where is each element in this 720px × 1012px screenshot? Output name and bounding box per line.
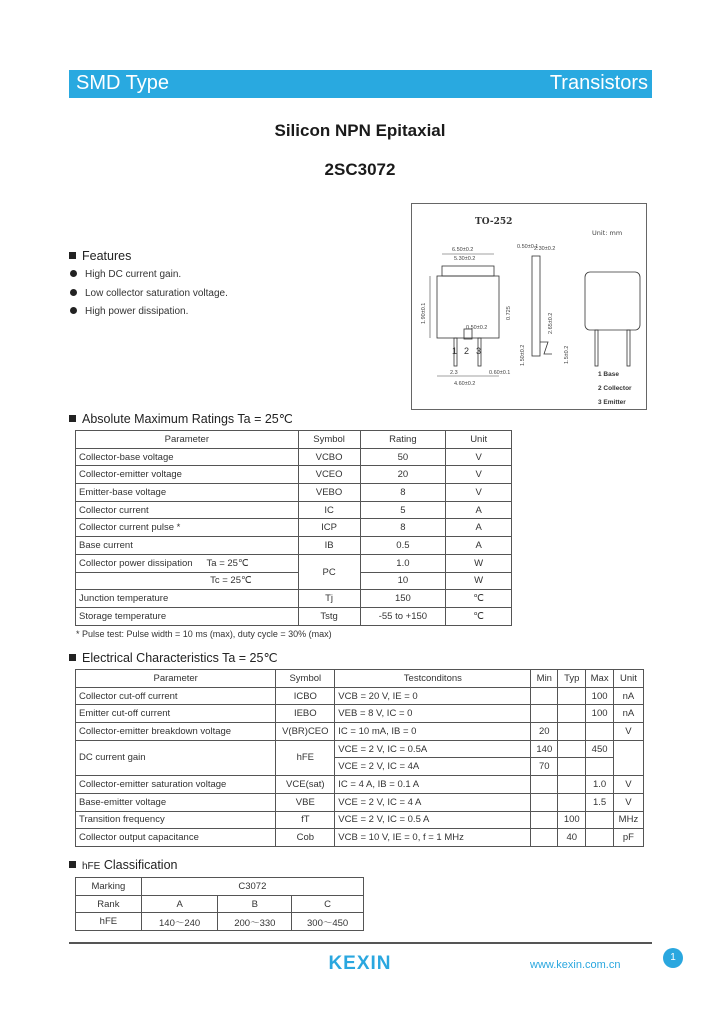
table-header-row bbox=[76, 670, 644, 688]
abs-max-heading-text: Absolute Maximum Ratings Ta = 25℃ bbox=[82, 412, 293, 426]
unit-cell: MHz bbox=[613, 811, 643, 829]
unit-cell: V bbox=[446, 484, 512, 502]
unit-cell: nA bbox=[613, 705, 643, 723]
column-header: Unit bbox=[446, 431, 512, 449]
bullet-dot-icon bbox=[70, 289, 77, 296]
features-heading-text: Features bbox=[82, 249, 132, 263]
table-row bbox=[76, 705, 644, 723]
min-cell: 70 bbox=[531, 758, 558, 776]
column-header: Symbol bbox=[298, 431, 360, 449]
feature-text: High DC current gain. bbox=[85, 269, 182, 280]
feature-item bbox=[70, 288, 228, 299]
symbol-cell: IC bbox=[298, 501, 360, 519]
dim-label: 0.50±0.1 bbox=[517, 244, 539, 250]
website-link[interactable]: www.kexin.com.cn bbox=[530, 959, 621, 971]
typ-cell bbox=[558, 723, 586, 741]
elec-heading-text: Electrical Characteristics Ta = 25℃ bbox=[82, 651, 278, 665]
unit-cell: A bbox=[446, 537, 512, 555]
rating-cell: 1.0 bbox=[360, 554, 446, 572]
range-cell: 300～450 bbox=[292, 913, 364, 931]
rating-cell: 10 bbox=[360, 572, 446, 590]
unit-cell: W bbox=[446, 572, 512, 590]
table-row bbox=[76, 466, 512, 484]
typ-cell bbox=[558, 793, 586, 811]
feature-item bbox=[70, 269, 181, 280]
column-header: Min bbox=[531, 670, 558, 688]
bullet-dot-icon bbox=[70, 307, 77, 314]
package-outline-diagram bbox=[412, 204, 646, 409]
condition-cell: VCE = 2 V, IC = 0.5 A bbox=[335, 811, 531, 829]
rating-cell: 0.5 bbox=[360, 537, 446, 555]
table-row bbox=[76, 687, 644, 705]
table-row bbox=[76, 590, 512, 608]
bullet-square-icon bbox=[69, 415, 76, 422]
package-name: TO-252 bbox=[475, 217, 513, 227]
max-cell: 100 bbox=[586, 687, 614, 705]
rank-label-cell: Rank bbox=[76, 895, 142, 913]
unit-cell: V bbox=[446, 448, 512, 466]
condition-cell: IC = 10 mA, IB = 0 bbox=[335, 723, 531, 741]
rating-cell: 150 bbox=[360, 590, 446, 608]
max-cell bbox=[586, 723, 614, 741]
column-header: Parameter bbox=[76, 670, 276, 688]
pin-number: 1 bbox=[452, 346, 458, 356]
package-drawing bbox=[411, 203, 647, 410]
dim-label: 0.50±0.2 bbox=[466, 325, 488, 331]
param-cell: Emitter cut-off current bbox=[76, 705, 276, 723]
param-cell: Collector cut-off current bbox=[76, 687, 276, 705]
range-cell: 140～240 bbox=[141, 913, 218, 931]
table-row bbox=[76, 572, 512, 590]
doc-title: Silicon NPN Epitaxial bbox=[274, 121, 446, 140]
typ-cell: 40 bbox=[558, 829, 586, 847]
param-cell: Storage temperature bbox=[76, 607, 299, 625]
param-cell: DC current gain bbox=[76, 740, 276, 775]
param-cell: Collector output capacitance bbox=[76, 829, 276, 847]
unit-cell: ℃ bbox=[446, 607, 512, 625]
dim-label: 2.65±0.2 bbox=[548, 312, 554, 334]
min-cell bbox=[531, 793, 558, 811]
bullet-square-icon bbox=[69, 252, 76, 259]
hfe-label-cell: hFE bbox=[76, 913, 142, 931]
hfe-class-heading bbox=[69, 858, 177, 872]
rating-cell: 5 bbox=[360, 501, 446, 519]
min-cell bbox=[531, 687, 558, 705]
abs-max-heading bbox=[69, 411, 293, 426]
param-cell: Junction temperature bbox=[76, 590, 299, 608]
rating-cell: 20 bbox=[360, 466, 446, 484]
param-cell: Collector-emitter voltage bbox=[76, 466, 299, 484]
pin-number: 3 bbox=[476, 346, 482, 356]
pin-legend: 1 Base bbox=[598, 371, 619, 378]
symbol-cell: ICBO bbox=[276, 687, 335, 705]
part-number: 2SC3072 bbox=[324, 160, 396, 179]
pulse-footnote: * Pulse test: Pulse width = 10 ms (max), duty cycle = 30% (max) bbox=[76, 629, 332, 639]
condition-cell: VCE = 2 V, IC = 4A bbox=[335, 758, 531, 776]
rating-cell: -55 to +150 bbox=[360, 607, 446, 625]
condition-cell: VCB = 20 V, IE = 0 bbox=[335, 687, 531, 705]
bullet-dot-icon bbox=[70, 270, 77, 277]
symbol-cell: V(BR)CEO bbox=[276, 723, 335, 741]
hfe-symbol-text: hFE bbox=[82, 861, 101, 872]
table-row bbox=[76, 829, 644, 847]
hfe-class-table bbox=[75, 877, 364, 931]
param-cell bbox=[76, 554, 299, 572]
elec-heading bbox=[69, 650, 277, 665]
unit-cell: ℃ bbox=[446, 590, 512, 608]
symbol-cell: PC bbox=[298, 554, 360, 589]
table-header-row bbox=[76, 431, 512, 449]
dim-label: 1.5±0.2 bbox=[564, 345, 570, 364]
doc-type-label: SMD Type bbox=[76, 72, 169, 94]
condition-cell: VCE = 2 V, IC = 4 A bbox=[335, 793, 531, 811]
rating-cell: 8 bbox=[360, 519, 446, 537]
dim-label: 6.50±0.2 bbox=[452, 247, 474, 253]
rating-cell: 50 bbox=[360, 448, 446, 466]
unit-cell: W bbox=[446, 554, 512, 572]
table-row bbox=[76, 501, 512, 519]
param-cell: Collector current bbox=[76, 501, 299, 519]
marking-label-cell: Marking bbox=[76, 878, 142, 896]
typ-cell: 100 bbox=[558, 811, 586, 829]
table-row bbox=[76, 878, 364, 896]
symbol-cell: VCEO bbox=[298, 466, 360, 484]
symbol-cell: Tj bbox=[298, 590, 360, 608]
symbol-cell: VCBO bbox=[298, 448, 360, 466]
param-cell: Collector-base voltage bbox=[76, 448, 299, 466]
rank-cell: A bbox=[141, 895, 218, 913]
symbol-cell: Cob bbox=[276, 829, 335, 847]
symbol-cell: VCE(sat) bbox=[276, 776, 335, 794]
pin-legend: 2 Collector bbox=[598, 385, 632, 392]
hfe-class-heading-text: Classification bbox=[103, 858, 178, 872]
condition-cell: VCB = 10 V, IE = 0, f = 1 MHz bbox=[335, 829, 531, 847]
page-number: 1 bbox=[663, 948, 683, 968]
param-cell: Collector-emitter breakdown voltage bbox=[76, 723, 276, 741]
unit-cell: A bbox=[446, 519, 512, 537]
rank-cell: B bbox=[218, 895, 292, 913]
range-cell: 200～330 bbox=[218, 913, 292, 931]
condition-text: Tc = 25℃ bbox=[76, 572, 299, 590]
abs-max-table bbox=[75, 430, 512, 626]
symbol-cell: ICP bbox=[298, 519, 360, 537]
min-cell bbox=[531, 811, 558, 829]
param-cell: Transition frequency bbox=[76, 811, 276, 829]
max-cell bbox=[586, 829, 614, 847]
company-logo: KEXIN bbox=[328, 953, 392, 974]
param-cell: Base current bbox=[76, 537, 299, 555]
dim-label: 5.30±0.2 bbox=[454, 256, 476, 262]
table-row bbox=[76, 811, 644, 829]
category-label: Transistors bbox=[549, 72, 648, 94]
header-banner bbox=[69, 70, 652, 98]
column-header: Rating bbox=[360, 431, 446, 449]
table-row bbox=[76, 895, 364, 913]
table-row bbox=[76, 484, 512, 502]
rating-cell: 8 bbox=[360, 484, 446, 502]
max-cell bbox=[586, 811, 614, 829]
column-header: Max bbox=[586, 670, 614, 688]
dim-label: 0.60±0.1 bbox=[489, 370, 511, 376]
table-row bbox=[76, 554, 512, 572]
feature-text: Low collector saturation voltage. bbox=[85, 288, 228, 299]
min-cell bbox=[531, 776, 558, 794]
condition-cell: VEB = 8 V, IC = 0 bbox=[335, 705, 531, 723]
max-cell bbox=[586, 758, 614, 776]
min-cell bbox=[531, 829, 558, 847]
param-cell: Base-emitter voltage bbox=[76, 793, 276, 811]
pin-legend: 3 Emitter bbox=[598, 399, 626, 406]
power-param-text: Collector power dissipation bbox=[79, 557, 193, 569]
table-row bbox=[76, 913, 364, 931]
column-header: Testconditons bbox=[335, 670, 531, 688]
features-heading bbox=[69, 249, 131, 263]
min-cell: 140 bbox=[531, 740, 558, 758]
symbol-cell: Tstg bbox=[298, 607, 360, 625]
symbol-cell: VEBO bbox=[298, 484, 360, 502]
typ-cell bbox=[558, 687, 586, 705]
table-row bbox=[76, 448, 512, 466]
unit-cell: V bbox=[613, 776, 643, 794]
table-row bbox=[76, 519, 512, 537]
unit-label: Unit: mm bbox=[592, 229, 623, 237]
condition-text: Ta = 25℃ bbox=[206, 557, 249, 569]
unit-cell: V bbox=[446, 466, 512, 484]
dim-label: 1.50±0.2 bbox=[520, 344, 526, 366]
symbol-cell: IEBO bbox=[276, 705, 335, 723]
dim-label: 2.3 bbox=[450, 370, 458, 376]
column-header: Symbol bbox=[276, 670, 335, 688]
max-cell: 100 bbox=[586, 705, 614, 723]
typ-cell bbox=[558, 705, 586, 723]
unit-cell: A bbox=[446, 501, 512, 519]
table-row bbox=[76, 740, 644, 758]
min-cell: 20 bbox=[531, 723, 558, 741]
unit-cell: nA bbox=[613, 687, 643, 705]
pin-number: 2 bbox=[464, 346, 470, 356]
bullet-square-icon bbox=[69, 654, 76, 661]
unit-cell: V bbox=[613, 793, 643, 811]
min-cell bbox=[531, 705, 558, 723]
dim-label: 1.90±0.1 bbox=[421, 302, 427, 324]
column-header: Parameter bbox=[76, 431, 299, 449]
param-cell: Emitter-base voltage bbox=[76, 484, 299, 502]
symbol-cell: hFE bbox=[276, 740, 335, 775]
unit-cell: pF bbox=[613, 829, 643, 847]
footer-divider bbox=[69, 942, 652, 944]
dim-label: 0.725 bbox=[506, 306, 512, 320]
feature-item bbox=[70, 306, 188, 317]
param-cell: Collector-emitter saturation voltage bbox=[76, 776, 276, 794]
condition-cell: VCE = 2 V, IC = 0.5A bbox=[335, 740, 531, 758]
table-row bbox=[76, 537, 512, 555]
typ-cell bbox=[558, 740, 586, 758]
symbol-cell: fT bbox=[276, 811, 335, 829]
symbol-cell: VBE bbox=[276, 793, 335, 811]
max-cell: 1.5 bbox=[586, 793, 614, 811]
param-cell: Collector current pulse * bbox=[76, 519, 299, 537]
rank-cell: C bbox=[292, 895, 364, 913]
column-header: Unit bbox=[613, 670, 643, 688]
condition-cell: IC = 4 A, IB = 0.1 A bbox=[335, 776, 531, 794]
table-row bbox=[76, 793, 644, 811]
max-cell: 1.0 bbox=[586, 776, 614, 794]
table-row bbox=[76, 607, 512, 625]
dim-label: 2.30±0.2 bbox=[534, 246, 556, 252]
marking-value-cell: C3072 bbox=[141, 878, 363, 896]
unit-cell bbox=[613, 740, 643, 775]
table-row bbox=[76, 723, 644, 741]
typ-cell bbox=[558, 758, 586, 776]
typ-cell bbox=[558, 776, 586, 794]
dim-label: 4.60±0.2 bbox=[454, 381, 476, 387]
symbol-cell: IB bbox=[298, 537, 360, 555]
column-header: Typ bbox=[558, 670, 586, 688]
elec-table bbox=[75, 669, 644, 847]
feature-text: High power dissipation. bbox=[85, 306, 189, 317]
unit-cell: V bbox=[613, 723, 643, 741]
table-row bbox=[76, 776, 644, 794]
max-cell: 450 bbox=[586, 740, 614, 758]
bullet-square-icon bbox=[69, 861, 76, 868]
